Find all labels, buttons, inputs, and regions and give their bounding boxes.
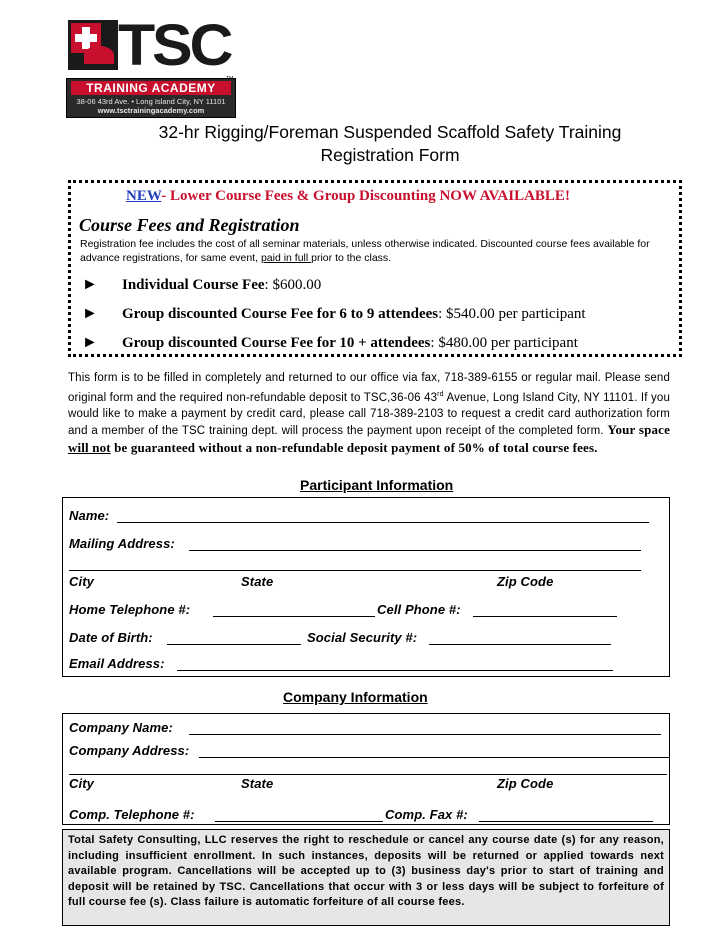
fee-item-group-10-plus [82,334,578,352]
social-security-field[interactable] [429,644,611,645]
intro-text-2: Avenue, Long Island City, NY 11101. If you would like to make a payment by credit card, please call 718-389-2103 to request a credit card authorization form and a member of the TSC training dept. will process the payment upon receipt of the completed form. [68,391,670,438]
email-address-label: Email Address: [69,656,165,671]
fee-item-group-6-9 [82,305,586,323]
cell-phone-label: Cell Phone #: [377,602,461,617]
fee-price: $540.00 [446,306,495,322]
logo-tagline: TRAINING ACADEMY [71,81,231,95]
name-field[interactable] [117,522,649,523]
company-address-line2-field[interactable] [69,774,667,775]
intro-bold-2: be guaranteed without a non-refundable deposit payment of 50% of total course fees. [110,439,598,455]
intro-bold-1: Your space [607,422,670,438]
home-telephone-field[interactable] [213,616,375,617]
fee-name: Group discounted Course Fee for 6 to 9 attendees [122,306,439,322]
course-fees-box [68,180,682,357]
company-telephone-field[interactable] [215,821,383,822]
company-fax-label: Comp. Fax #: [385,807,468,822]
new-announcement [126,188,570,205]
form-title-line2: Registration Form [320,145,460,165]
company-fax-field[interactable] [479,821,653,822]
logo-website: www.tsctrainingacademy.com [97,106,205,115]
company-zip-code-label: Zip Code [497,776,554,791]
arrow-right-icon: ► [82,334,98,351]
participant-section-title: Participant Information [300,477,454,493]
cell-phone-field[interactable] [473,616,617,617]
fee-sep: : [438,306,447,322]
fee-name: Individual Course Fee [122,277,265,293]
fees-desc-underlined: paid in full [260,252,312,264]
mailing-address-line2-field[interactable] [69,570,641,571]
date-of-birth-label: Date of Birth: [69,630,153,645]
participant-form-box [62,497,670,677]
cancellation-policy: Total Safety Consulting, LLC reserves the right to reschedule or cancel any course date (s) for any reason, including insufficient enrollment. In such instances, deposits will be returned or applied towards next available program. Cancellations will be accepted up to (3) business day's prior to start of training and deposit will be retained by TSC. Cancellations that occur with 3 or less days will be subject to forfeiture of full course fee (s). Class failure is automatic forfeiture of all course fees. [62,829,670,926]
logo-brand: TSC [118,13,231,78]
course-fees-description [80,237,678,265]
company-form-box [62,713,670,825]
state-label: State [241,574,274,589]
fee-name: Group discounted Course Fee for 10 + attendees [122,335,431,351]
intro-bold-underlined: will not [68,439,111,455]
intro-text-1: This form is to be filled in completely and returned to our office via fax, 718-389-6155 or regular mail. Please send original form and the required non-refundable deposit to TSC,36-06 43 [68,372,670,404]
email-address-field[interactable] [177,670,613,671]
intro-sup: rd [437,390,444,398]
company-address-label: Company Address: [69,743,190,758]
form-title-line1: 32-hr Rigging/Foreman Suspended Scaffold Safety Training [158,122,622,142]
company-address-field[interactable] [199,757,669,758]
fees-desc-part2: prior to the class. [311,252,392,264]
company-name-field[interactable] [189,734,661,735]
company-city-label: City [69,776,94,791]
company-name-label: Company Name: [69,720,173,735]
arrow-right-icon: ► [82,276,98,293]
fees-desc-part1: Registration fee includes the cost of all seminar materials, unless otherwise indicated. Discounted course fees available for advance registrations, for same event, [80,238,650,264]
fee-sep: : [264,277,273,293]
mailing-address-field[interactable] [189,550,641,551]
fee-price: $600.00 [272,277,322,293]
name-label: Name: [69,508,110,523]
date-of-birth-field[interactable] [167,644,301,645]
new-label: NEW [126,188,162,204]
fee-price: $480.00 [438,335,488,351]
zip-code-label: Zip Code [497,574,554,589]
company-state-label: State [241,776,274,791]
arrow-right-icon: ► [82,305,98,322]
fee-item-individual [82,276,321,294]
fee-suffix: per participant [494,306,586,322]
company-telephone-label: Comp. Telephone #: [69,807,195,822]
fee-suffix: per participant [487,335,578,351]
fee-sep: : [430,335,439,351]
flame-emblem-icon [84,46,114,64]
tsc-logo [66,13,240,118]
form-title [60,121,720,167]
course-fees-heading: Course Fees and Registration [79,215,300,235]
mailing-address-label: Mailing Address: [69,536,175,551]
city-label: City [69,574,94,589]
logo-banner [66,78,236,118]
home-telephone-label: Home Telephone #: [69,602,191,617]
company-section-title: Company Information [283,689,428,705]
instructions-paragraph [68,370,670,457]
social-security-label: Social Security #: [307,630,418,645]
new-announcement-text: - Lower Course Fees & Group Discounting NOW AVAILABLE! [161,188,570,204]
logo-address: 38-06 43rd Ave. • Long Island City, NY 11101 [76,97,226,106]
